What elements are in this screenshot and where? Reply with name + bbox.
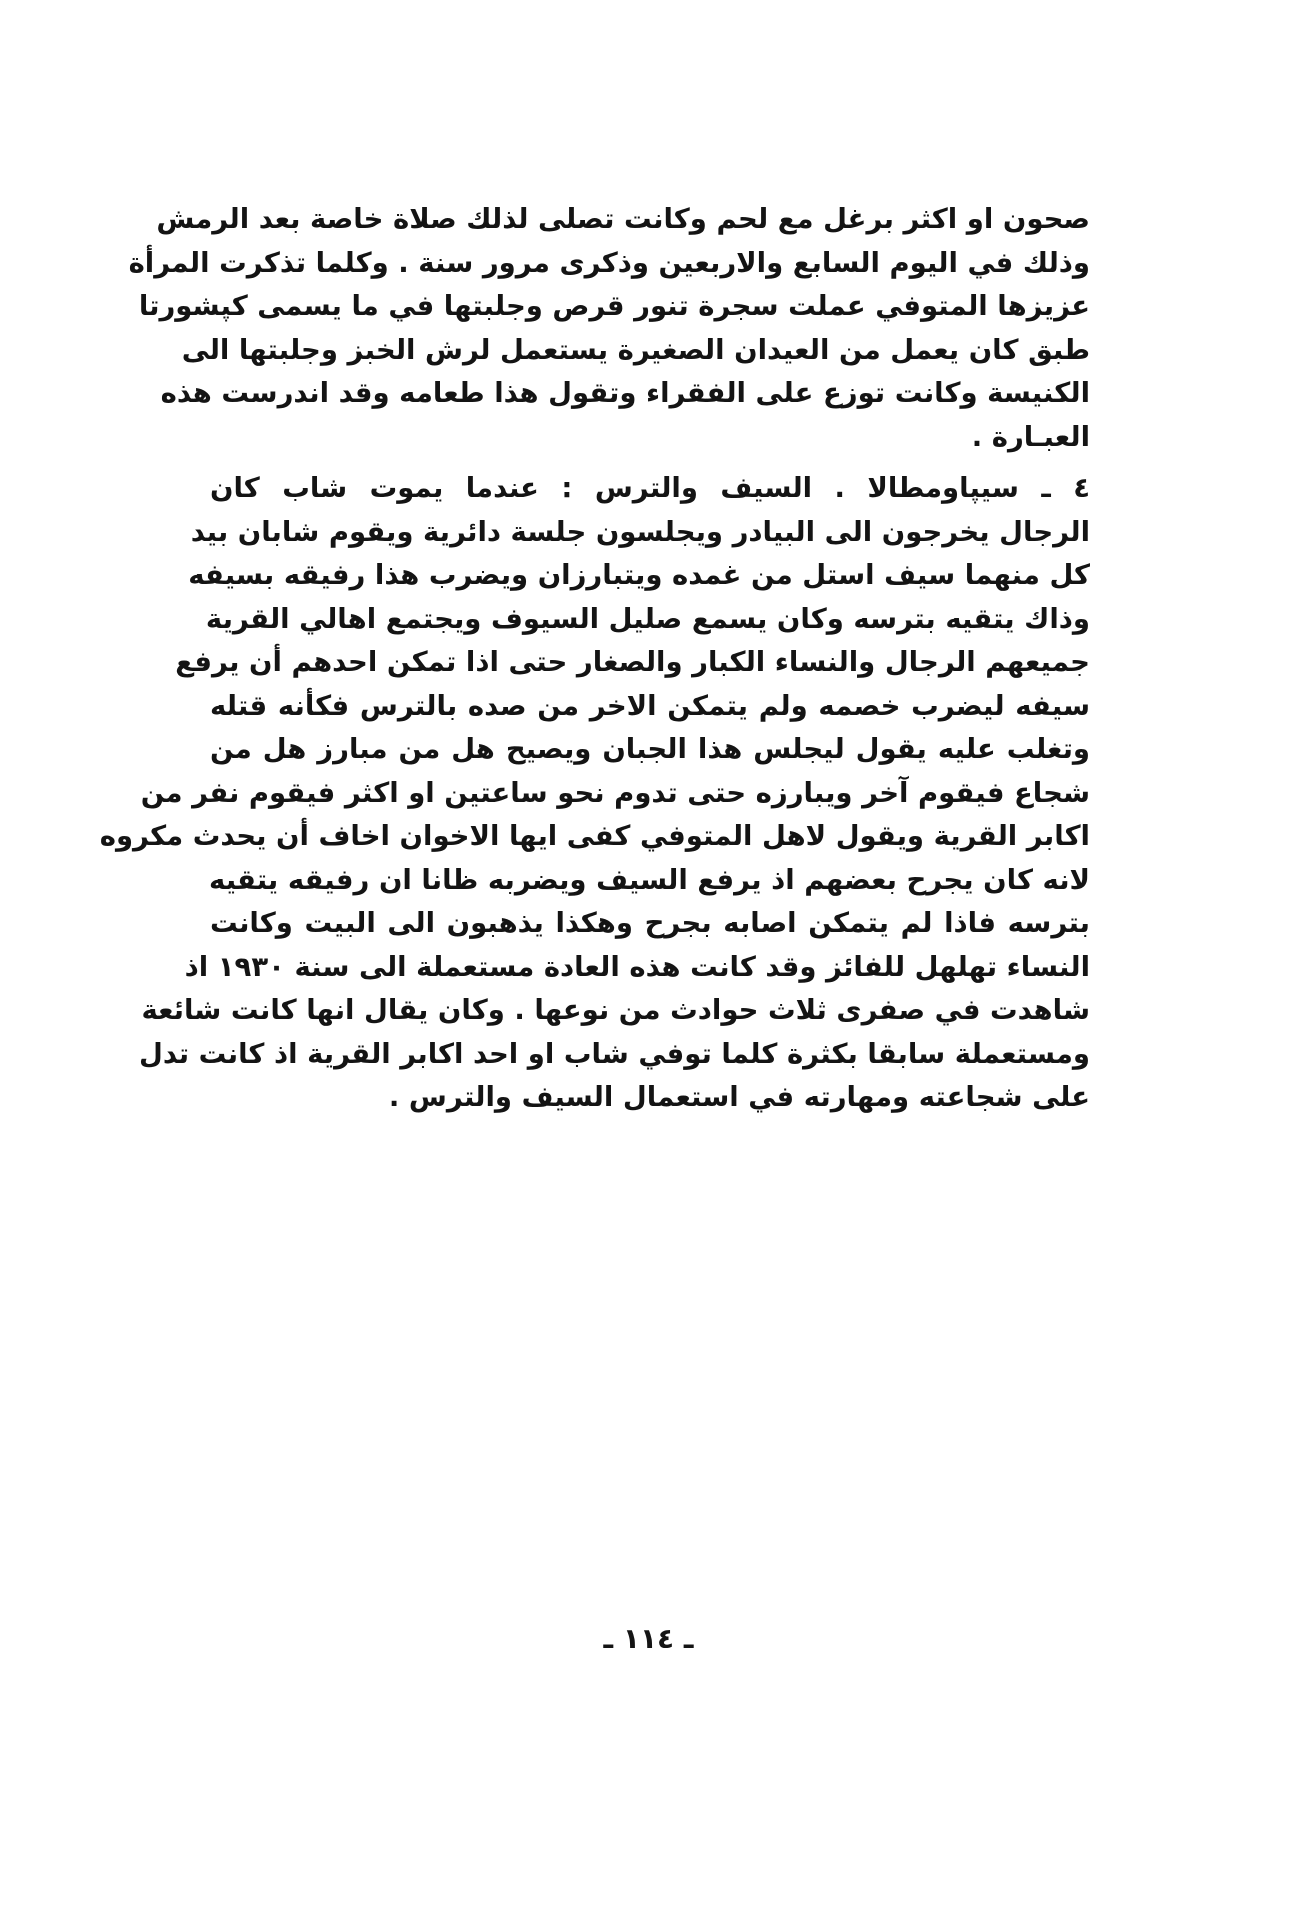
text-line: لانه كان يجرح بعضهم اذ يرفع السيف ويضربه ظانا ان رفيقه يتقيه xyxy=(209,863,1090,896)
text-line: سيفه ليضرب خصمه ولم يتمكن الاخر من صده بالترس فكأنه قتله xyxy=(210,689,1090,722)
text-line: شاهدت في صفرى ثلاث حوادث من نوعها . وكان يقال انها كانت شائعة xyxy=(141,994,1090,1026)
text-line: جميعهم الرجال والنساء الكبار والصغار حتى اذا تمكن احدهم أن يرفع xyxy=(175,646,1090,678)
text-line: ومستعملة سابقا بكثرة كلما توفي شاب او احد اكابر القرية اذ كانت تدل xyxy=(138,1037,1090,1070)
text-line: بترسه فاذا لم يتمكن اصابه بجرح وهكذا يذهبون الى البيت وكانت xyxy=(210,907,1090,939)
text-line: طبق كان يعمل من العيدان الصغيرة يستعمل لرش الخبز وجلبتها الى xyxy=(181,333,1090,366)
paragraph-gap xyxy=(210,459,1090,467)
paragraph xyxy=(99,467,1090,1120)
body-text xyxy=(99,198,1090,1120)
text-line: على شجاعته ومهارته في استعمال السيف والترس . xyxy=(388,1081,1090,1113)
page-number: ـ ١١٤ ـ xyxy=(603,1622,694,1655)
text-line: شجاع فيقوم آخر ويبارزه حتى تدوم نحو ساعتين او اكثر فيقوم نفر من xyxy=(140,776,1090,809)
text-line: وذلك في اليوم السابع والاربعين وذكرى مرور سنة . وكلما تذكرت المرأة xyxy=(128,246,1090,279)
text-line: وتغلب عليه يقول ليجلس هذا الجبان ويصيح هل من مبارز هل من xyxy=(210,733,1090,765)
text-line: كل منهما سيف استل من غمده ويتبارزان ويضرب هذا رفيقه بسيفه xyxy=(188,559,1090,591)
text-line: عزيزها المتوفي عملت سجرة تنور قرص وجلبتها في ما يسمى كپشورتا xyxy=(138,290,1090,322)
text-line: العبـارة . xyxy=(971,420,1090,453)
text-line: اكابر القرية ويقول لاهل المتوفي كفى ايها الاخوان اخاف أن يحدث مكروه xyxy=(99,820,1090,852)
text-line: وذاك يتقيه بترسه وكان يسمع صليل السيوف ويجتمع اهالي القرية xyxy=(205,602,1090,635)
text-line: النساء تهلهل للفائز وقد كانت هذه العادة مستعملة الى سنة ١٩٣٠ اذ xyxy=(184,950,1090,983)
text-line: ٤ ـ سيپاومطالا . السيف والترس : عندما يموت شاب كان xyxy=(210,472,1090,504)
paragraph xyxy=(128,198,1090,459)
text-line: الرجال يخرجون الى البيادر ويجلسون جلسة دائرية ويقوم شابان بيد xyxy=(190,515,1090,548)
text-line: صحون او اكثر برغل مع لحم وكانت تصلى لذلك صلاة خاصة بعد الرمش xyxy=(156,203,1090,235)
text-line: الكنيسة وكانت توزع على الفقراء وتقول هذا طعامه وقد اندرست هذه xyxy=(160,377,1090,409)
